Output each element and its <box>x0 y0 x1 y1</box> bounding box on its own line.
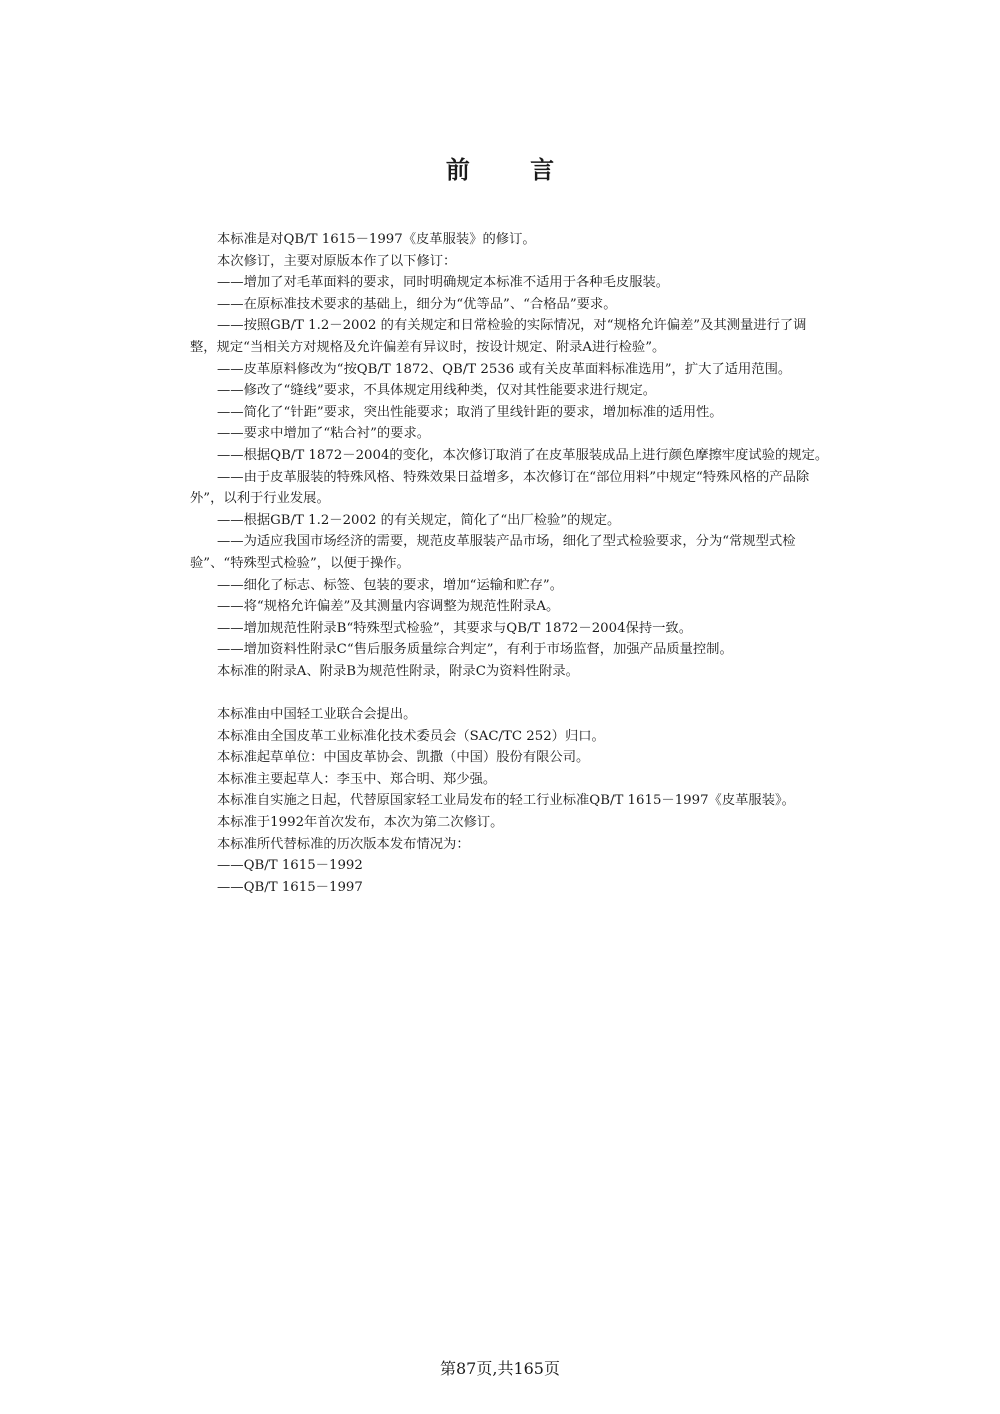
revision-item: ——增加规范性附录B“特殊型式检验”，其要求与QB/T 1872－2004保持一致。 <box>217 620 693 636</box>
history-item: ——QB/T 1615－1992 <box>217 858 363 874</box>
revision-item: ——皮革原料修改为“按QB/T 1872、QB/T 2536 或有关皮革面料标准选用”，扩大了适用范围。 <box>217 361 792 377</box>
page-title: 前 言 <box>445 155 581 184</box>
revision-item: ——增加了对毛革面料的要求，同时明确规定本标准不适用于各种毛皮服装。 <box>217 275 670 291</box>
paragraph-replacement: 本标准自实施之日起，代替原国家轻工业局发布的轻工行业标准QB/T 1615－1997《皮革服装》。 <box>217 793 795 809</box>
foreword-body <box>190 229 830 898</box>
revision-item: ——在原标准技术要求的基础上，细分为“优等品”、“合格品”要求。 <box>217 296 617 312</box>
revision-item: ——要求中增加了“粘合衬”的要求。 <box>217 426 431 442</box>
paragraph-proposer: 本标准由中国轻工业联合会提出。 <box>217 707 417 723</box>
paragraph-drafting-units: 本标准起草单位：中国皮革协会、凯撒（中国）股份有限公司。 <box>217 750 590 766</box>
paragraph-revision-statement: 本标准是对QB/T 1615－1997《皮革服装》的修订。 <box>217 232 536 247</box>
revision-item: ——根据QB/T 1872－2004的变化，本次修订取消了在皮革服装成品上进行颜色摩擦牢度试验的规定。 <box>217 447 829 463</box>
revision-item: ——按照GB/T 1.2－2002 的有关规定和日常检验的实际情况，对“规格允许偏差”及其测量进行了调整，规定“当相关方对规格及允许偏差有异议时，按设计规定、附录A进行检验”。 <box>190 318 807 355</box>
revision-item: ——修改了“缝线”要求，不具体规定用线种类，仅对其性能要求进行规定。 <box>217 383 657 399</box>
revision-item: ——增加资料性附录C“售后服务质量综合判定”，有利于市场监督，加强产品质量控制。 <box>217 642 733 658</box>
history-item: ——QB/T 1615－1997 <box>217 879 363 895</box>
revision-item: ——为适应我国市场经济的需要，规范皮革服装产品市场，细化了型式检验要求，分为“常规型式检验”、“特殊型式检验”，以便于操作。 <box>190 534 796 571</box>
revision-item: ——根据GB/T 1.2－2002 的有关规定，简化了“出厂检验”的规定。 <box>217 512 621 528</box>
revision-item: ——细化了标志、标签、包装的要求，增加“运输和贮存”。 <box>217 577 564 593</box>
revision-item: ——简化了“针距”要求，突出性能要求；取消了里线针距的要求，增加标准的适用性。 <box>217 404 723 420</box>
revision-item: ——将“规格允许偏差”及其测量内容调整为规范性附录A。 <box>217 599 560 615</box>
paragraph-annex-status: 本标准的附录A、附录B为规范性附录，附录C为资料性附录。 <box>217 663 579 679</box>
paragraph-revision-intro: 本次修订，主要对原版本作了以下修订： <box>217 253 457 269</box>
paragraph-first-publication: 本标准于1992年首次发布，本次为第二次修订。 <box>217 815 504 831</box>
paragraph-history-intro: 本标准所代替标准的历次版本发布情况为： <box>217 836 470 852</box>
page-number: 第87页,共165页 <box>440 1359 560 1378</box>
revision-item: ——由于皮革服装的特殊风格、特殊效果日益增多，本次修订在“部位用料”中规定“特殊风格的产品除外”，以利于行业发展。 <box>190 469 810 507</box>
paragraph-drafters: 本标准主要起草人：李玉中、郑合明、郑少强。 <box>217 771 497 787</box>
paragraph-administrator: 本标准由全国皮革工业标准化技术委员会（SAC/TC 252）归口。 <box>217 728 605 744</box>
